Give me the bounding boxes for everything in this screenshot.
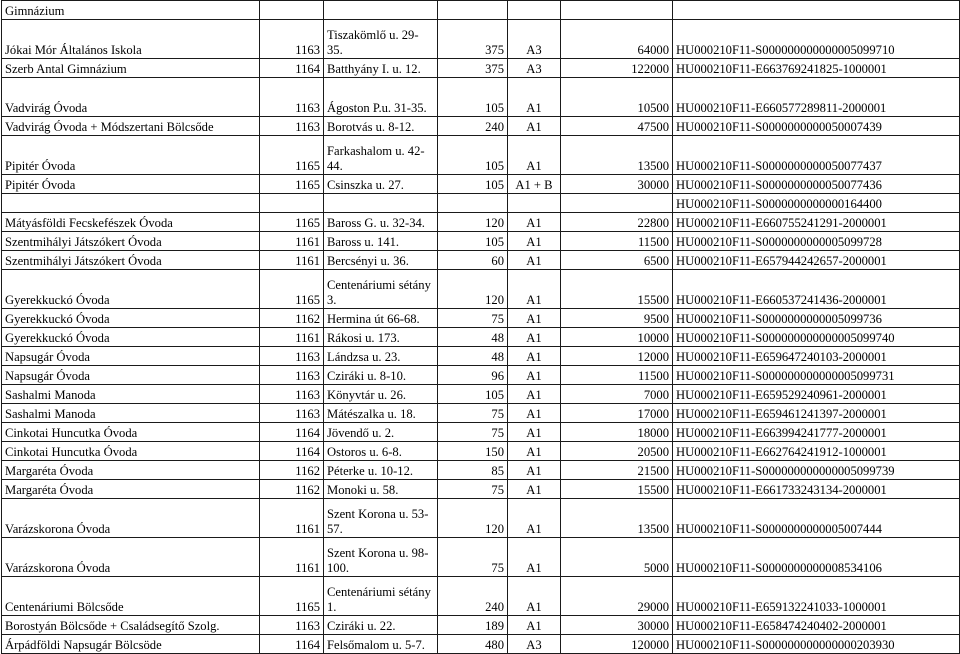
address-cell[interactable]: Cziráki u. 8-10. [324, 366, 438, 385]
address-cell[interactable]: Szent Korona u. 53-57. [324, 499, 438, 538]
facility-name-cell[interactable]: Árpádföldi Napsugár Bölcsöde [2, 635, 260, 654]
postal-code-cell[interactable]: 1165 [260, 270, 324, 309]
area-cell[interactable]: 48 [438, 328, 508, 347]
table-row [2, 59, 960, 78]
postal-code-cell[interactable]: 1164 [260, 423, 324, 442]
table-row [2, 442, 960, 461]
category-cell[interactable]: A1 [508, 251, 561, 270]
facility-name-cell[interactable]: Vadvirág Óvoda [2, 78, 260, 117]
header-row [2, 1, 960, 20]
amount-cell[interactable]: 10500 [561, 78, 673, 117]
table-row [2, 616, 960, 635]
meter-code-cell[interactable]: HU000210F11-S0000000000050077436 [673, 175, 960, 194]
facility-name-cell[interactable]: Szentmihályi Játszókert Óvoda [2, 251, 260, 270]
category-cell[interactable]: A1 [508, 213, 561, 232]
area-cell[interactable]: 189 [438, 616, 508, 635]
category-cell[interactable]: A1 [508, 423, 561, 442]
facility-name-cell[interactable]: Pipitér Óvoda [2, 175, 260, 194]
address-cell[interactable]: Hermina út 66-68. [324, 309, 438, 328]
table-row [2, 635, 960, 654]
meter-code-cell[interactable]: HU000210F11-E658474240402-2000001 [673, 616, 960, 635]
facility-name-cell[interactable]: Jókai Mór Általános Iskola [2, 20, 260, 59]
facility-name-cell[interactable]: Sashalmi Manoda [2, 385, 260, 404]
address-cell[interactable]: Centenáriumi sétány 1. [324, 577, 438, 616]
header-cell-empty[interactable] [673, 1, 960, 20]
table-row [2, 175, 960, 194]
amount-cell[interactable]: 6500 [561, 251, 673, 270]
table-row [2, 328, 960, 347]
address-cell[interactable]: Farkashalom u. 42-44. [324, 136, 438, 175]
postal-code-cell[interactable] [260, 194, 324, 213]
meter-code-cell[interactable]: HU000210F11-S0000000000005099728 [673, 232, 960, 251]
category-cell[interactable]: A1 [508, 117, 561, 136]
postal-code-cell[interactable]: 1164 [260, 635, 324, 654]
meter-code-cell[interactable]: HU000210F11-S0000000000050077437 [673, 136, 960, 175]
amount-cell[interactable]: 18000 [561, 423, 673, 442]
area-cell[interactable]: 375 [438, 20, 508, 59]
postal-code-cell[interactable]: 1163 [260, 78, 324, 117]
category-cell[interactable]: A1 [508, 328, 561, 347]
meter-code-cell[interactable]: HU000210F11-S000000000000005099739 [673, 461, 960, 480]
table-row [2, 423, 960, 442]
meter-code-cell[interactable]: HU000210F11-E663994241777-2000001 [673, 423, 960, 442]
amount-cell[interactable]: 9500 [561, 309, 673, 328]
category-cell[interactable]: A1 [508, 480, 561, 499]
category-cell[interactable]: A1 [508, 538, 561, 577]
header-cell-empty[interactable] [508, 1, 561, 20]
amount-cell[interactable]: 29000 [561, 577, 673, 616]
meter-code-cell[interactable]: HU000210F11-S0000000000005099736 [673, 309, 960, 328]
table-row [2, 20, 960, 59]
meter-code-cell[interactable]: HU000210F11-S0000000000005007444 [673, 499, 960, 538]
meter-code-cell[interactable]: HU000210F11-S000000000000005099731 [673, 366, 960, 385]
amount-cell[interactable]: 64000 [561, 20, 673, 59]
category-cell[interactable]: A1 [508, 136, 561, 175]
meter-code-cell[interactable]: HU000210F11-E659647240103-2000001 [673, 347, 960, 366]
address-cell[interactable]: Ágoston P.u. 31-35. [324, 78, 438, 117]
area-cell[interactable]: 105 [438, 232, 508, 251]
area-cell[interactable]: 75 [438, 480, 508, 499]
facility-name-cell[interactable]: Gyerekkuckó Óvoda [2, 270, 260, 309]
address-cell[interactable] [324, 194, 438, 213]
amount-cell[interactable]: 30000 [561, 616, 673, 635]
address-cell[interactable]: Mátészalka u. 18. [324, 404, 438, 423]
category-cell[interactable]: A3 [508, 20, 561, 59]
postal-code-cell[interactable]: 1162 [260, 461, 324, 480]
header-cell-category[interactable]: Gimnázium [2, 1, 260, 20]
category-cell[interactable]: A1 [508, 366, 561, 385]
postal-code-cell[interactable]: 1165 [260, 136, 324, 175]
amount-cell[interactable]: 15500 [561, 270, 673, 309]
area-cell[interactable]: 105 [438, 136, 508, 175]
postal-code-cell[interactable]: 1161 [260, 251, 324, 270]
area-cell[interactable]: 120 [438, 270, 508, 309]
address-cell[interactable]: Monoki u. 58. [324, 480, 438, 499]
category-cell[interactable] [508, 194, 561, 213]
amount-cell[interactable]: 15500 [561, 480, 673, 499]
area-cell[interactable]: 75 [438, 538, 508, 577]
facility-name-cell[interactable]: Borostyán Bölcsőde + Családsegítő Szolg. [2, 616, 260, 635]
address-cell[interactable]: Csinszka u. 27. [324, 175, 438, 194]
address-cell[interactable]: Felsőmalom u. 5-7. [324, 635, 438, 654]
postal-code-cell[interactable]: 1162 [260, 309, 324, 328]
area-cell[interactable]: 240 [438, 577, 508, 616]
category-cell[interactable]: A1 [508, 461, 561, 480]
category-cell[interactable]: A1 + B [508, 175, 561, 194]
address-cell[interactable]: Péterke u. 10-12. [324, 461, 438, 480]
address-cell[interactable]: Lándzsa u. 23. [324, 347, 438, 366]
area-cell[interactable]: 60 [438, 251, 508, 270]
meter-code-cell[interactable]: HU000210F11-E659461241397-2000001 [673, 404, 960, 423]
meter-code-cell[interactable]: HU000210F11-S000000000000005099710 [673, 20, 960, 59]
facility-name-cell[interactable]: Cinkotai Huncutka Óvoda [2, 423, 260, 442]
area-cell[interactable]: 75 [438, 309, 508, 328]
postal-code-cell[interactable]: 1163 [260, 117, 324, 136]
postal-code-cell[interactable]: 1163 [260, 20, 324, 59]
address-cell[interactable]: Bercsényi u. 36. [324, 251, 438, 270]
address-cell[interactable]: Jövendő u. 2. [324, 423, 438, 442]
area-cell[interactable]: 96 [438, 366, 508, 385]
amount-cell[interactable]: 21500 [561, 461, 673, 480]
facility-name-cell[interactable]: Szentmihályi Játszókert Óvoda [2, 232, 260, 251]
category-cell[interactable]: A1 [508, 499, 561, 538]
meter-code-cell[interactable]: HU000210F11-E662764241912-1000001 [673, 442, 960, 461]
postal-code-cell[interactable]: 1165 [260, 175, 324, 194]
amount-cell[interactable]: 47500 [561, 117, 673, 136]
table-row [2, 499, 960, 538]
amount-cell[interactable]: 30000 [561, 175, 673, 194]
table-row [2, 385, 960, 404]
amount-cell[interactable]: 120000 [561, 635, 673, 654]
address-cell[interactable]: Tiszakömlő u. 29-35. [324, 20, 438, 59]
area-cell[interactable]: 75 [438, 423, 508, 442]
table-row [2, 136, 960, 175]
table-row [2, 194, 960, 213]
area-cell[interactable]: 85 [438, 461, 508, 480]
meter-code-cell[interactable]: HU000210F11-S000000000000005099740 [673, 328, 960, 347]
area-cell[interactable]: 240 [438, 117, 508, 136]
meter-code-cell[interactable]: HU000210F11-E660755241291-2000001 [673, 213, 960, 232]
address-cell[interactable]: Baross G. u. 32-34. [324, 213, 438, 232]
amount-cell[interactable]: 17000 [561, 404, 673, 423]
facility-name-cell[interactable]: Margaréta Óvoda [2, 480, 260, 499]
facility-name-cell[interactable]: Varázskorona Óvoda [2, 499, 260, 538]
category-cell[interactable]: A1 [508, 232, 561, 251]
area-cell[interactable]: 150 [438, 442, 508, 461]
address-cell[interactable]: Rákosi u. 173. [324, 328, 438, 347]
facility-name-cell[interactable]: Margaréta Óvoda [2, 461, 260, 480]
header-cell-empty[interactable] [260, 1, 324, 20]
table-row [2, 213, 960, 232]
facility-name-cell[interactable] [2, 194, 260, 213]
postal-code-cell[interactable]: 1161 [260, 499, 324, 538]
table-row [2, 309, 960, 328]
category-cell[interactable]: A1 [508, 442, 561, 461]
address-cell[interactable]: Baross u. 141. [324, 232, 438, 251]
header-cell-empty[interactable] [324, 1, 438, 20]
amount-cell[interactable]: 11500 [561, 232, 673, 251]
area-cell[interactable]: 105 [438, 78, 508, 117]
area-cell[interactable]: 120 [438, 213, 508, 232]
category-cell[interactable]: A1 [508, 404, 561, 423]
amount-cell[interactable]: 13500 [561, 136, 673, 175]
area-cell[interactable]: 105 [438, 175, 508, 194]
facility-name-cell[interactable]: Cinkotai Huncutka Óvoda [2, 442, 260, 461]
postal-code-cell[interactable]: 1163 [260, 404, 324, 423]
postal-code-cell[interactable]: 1162 [260, 480, 324, 499]
address-cell[interactable]: Ostoros u. 6-8. [324, 442, 438, 461]
postal-code-cell[interactable]: 1161 [260, 538, 324, 577]
area-cell[interactable]: 105 [438, 385, 508, 404]
postal-code-cell[interactable]: 1161 [260, 232, 324, 251]
amount-cell[interactable]: 5000 [561, 538, 673, 577]
meter-code-cell[interactable]: HU000210F11-E661733243134-2000001 [673, 480, 960, 499]
facility-name-cell[interactable]: Gyerekkuckó Óvoda [2, 309, 260, 328]
category-cell[interactable]: A3 [508, 59, 561, 78]
meter-code-cell[interactable]: HU000210F11-E659132241033-1000001 [673, 577, 960, 616]
table-row [2, 347, 960, 366]
table-row [2, 366, 960, 385]
category-cell[interactable]: A1 [508, 616, 561, 635]
meter-code-cell[interactable]: HU000210F11-E660537241436-2000001 [673, 270, 960, 309]
address-cell[interactable]: Cziráki u. 22. [324, 616, 438, 635]
postal-code-cell[interactable]: 1164 [260, 59, 324, 78]
facility-name-cell[interactable]: Centenáriumi Bölcsőde [2, 577, 260, 616]
postal-code-cell[interactable]: 1165 [260, 213, 324, 232]
facility-name-cell[interactable]: Varázskorona Óvoda [2, 538, 260, 577]
table-row [2, 480, 960, 499]
postal-code-cell[interactable]: 1164 [260, 442, 324, 461]
amount-cell[interactable]: 12000 [561, 347, 673, 366]
area-cell[interactable]: 48 [438, 347, 508, 366]
amount-cell[interactable]: 122000 [561, 59, 673, 78]
facility-name-cell[interactable]: Napsugár Óvoda [2, 347, 260, 366]
amount-cell[interactable]: 7000 [561, 385, 673, 404]
category-cell[interactable]: A1 [508, 270, 561, 309]
facility-name-cell[interactable]: Gyerekkuckó Óvoda [2, 328, 260, 347]
area-cell[interactable] [438, 194, 508, 213]
address-cell[interactable]: Könyvtár u. 26. [324, 385, 438, 404]
facility-name-cell[interactable]: Vadvirág Óvoda + Módszertani Bölcsőde [2, 117, 260, 136]
amount-cell[interactable]: 22800 [561, 213, 673, 232]
area-cell[interactable]: 375 [438, 59, 508, 78]
meter-code-cell[interactable]: HU000210F11-S0000000000050007439 [673, 117, 960, 136]
facility-name-cell[interactable]: Sashalmi Manoda [2, 404, 260, 423]
amount-cell[interactable]: 11500 [561, 366, 673, 385]
meter-code-cell[interactable]: HU000210F11-S0000000000008534106 [673, 538, 960, 577]
amount-cell[interactable]: 13500 [561, 499, 673, 538]
category-cell[interactable]: A3 [508, 635, 561, 654]
area-cell[interactable]: 120 [438, 499, 508, 538]
table-row [2, 232, 960, 251]
area-cell[interactable]: 480 [438, 635, 508, 654]
category-cell[interactable]: A1 [508, 347, 561, 366]
facility-name-cell[interactable]: Napsugár Óvoda [2, 366, 260, 385]
amount-cell[interactable]: 10000 [561, 328, 673, 347]
address-cell[interactable]: Borotvás u. 8-12. [324, 117, 438, 136]
facility-name-cell[interactable]: Pipitér Óvoda [2, 136, 260, 175]
postal-code-cell[interactable]: 1161 [260, 328, 324, 347]
header-cell-empty[interactable] [438, 1, 508, 20]
table-row [2, 270, 960, 309]
postal-code-cell[interactable]: 1163 [260, 616, 324, 635]
facility-name-cell[interactable]: Szerb Antal Gimnázium [2, 59, 260, 78]
table-row [2, 251, 960, 270]
table-row [2, 461, 960, 480]
address-cell[interactable]: Centenáriumi sétány 3. [324, 270, 438, 309]
postal-code-cell[interactable]: 1165 [260, 577, 324, 616]
facility-name-cell[interactable]: Mátyásföldi Fecskefészek Óvoda [2, 213, 260, 232]
table-row [2, 577, 960, 616]
address-cell[interactable]: Szent Korona u. 98-100. [324, 538, 438, 577]
meter-code-cell[interactable]: HU000210F11-S000000000000000203930 [673, 635, 960, 654]
meter-code-cell[interactable]: HU000210F11-S0000000000000164400 [673, 194, 960, 213]
postal-code-cell[interactable]: 1163 [260, 347, 324, 366]
meter-code-cell[interactable]: HU000210F11-E663769241825-1000001 [673, 59, 960, 78]
table-row [2, 538, 960, 577]
address-cell[interactable]: Batthyány I. u. 12. [324, 59, 438, 78]
area-cell[interactable]: 75 [438, 404, 508, 423]
category-cell[interactable]: A1 [508, 309, 561, 328]
amount-cell[interactable]: 20500 [561, 442, 673, 461]
meter-code-cell[interactable]: HU000210F11-E660577289811-2000001 [673, 78, 960, 117]
postal-code-cell[interactable]: 1163 [260, 366, 324, 385]
meter-code-cell[interactable]: HU000210F11-E657944242657-2000001 [673, 251, 960, 270]
category-cell[interactable]: A1 [508, 577, 561, 616]
postal-code-cell[interactable]: 1163 [260, 385, 324, 404]
table-row [2, 117, 960, 136]
amount-cell[interactable] [561, 194, 673, 213]
category-cell[interactable]: A1 [508, 78, 561, 117]
table-row [2, 78, 960, 117]
header-cell-empty[interactable] [561, 1, 673, 20]
table-row [2, 404, 960, 423]
facility-meter-table [1, 0, 960, 654]
meter-code-cell[interactable]: HU000210F11-E659529240961-2000001 [673, 385, 960, 404]
category-cell[interactable]: A1 [508, 385, 561, 404]
